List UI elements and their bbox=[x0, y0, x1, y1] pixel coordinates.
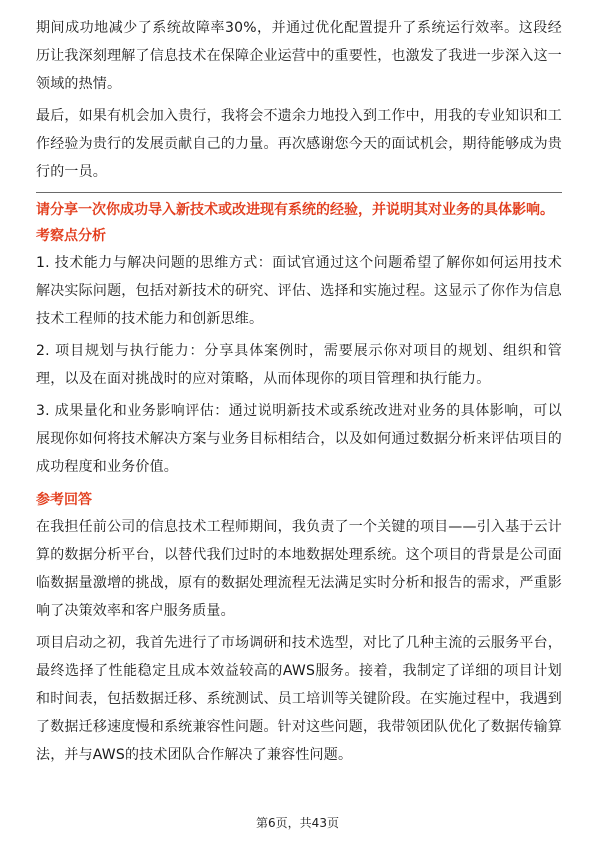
page-number: 第6页，共43页 bbox=[256, 816, 339, 830]
intro-paragraph: 最后，如果有机会加入贵行，我将会不遗余力地投入到工作中，用我的专业知识和工作经验为贵行的发展贡献自己的力量。再次感谢您今天的面试机会，期待能够成为贵行的一员。 bbox=[36, 108, 562, 180]
reference-paragraph: 在我担任前公司的信息技术工程师期间，我负责了一个关键的项目——引入基于云计算的数据分析平台，以替代我们过时的本地数据处理系统。这个项目的背景是公司面临数据量激增的挑战，原有的数据处理流程无法满足实时分析和报告的需求，严重影响了决策效率和客户服务质量。 bbox=[36, 519, 562, 619]
analysis-title: 考察点分析 bbox=[36, 228, 106, 244]
interview-question: 请分享一次你成功导入新技术或改进现有系统的经验，并说明其对业务的具体影响。 bbox=[36, 202, 554, 218]
reference-title: 参考回答 bbox=[36, 492, 92, 508]
analysis-point: 1. 技术能力与解决问题的思维方式：面试官通过这个问题希望了解你如何运用技术解决实际问题，包括对新技术的研究、评估、选择和实施过程。这显示了你作为信息技术工程师的技术能力和创新思维。 bbox=[36, 255, 562, 327]
intro-paragraph: 期间成功地减少了系统故障率30%，并通过优化配置提升了系统运行效率。这段经历让我深刻理解了信息技术在保障企业运营中的重要性，也激发了我进一步深入这一领域的热情。 bbox=[36, 20, 562, 92]
analysis-point: 2. 项目规划与执行能力：分享具体案例时，需要展示你对项目的规划、组织和管理，以及在面对挑战时的应对策略，从而体现你的项目管理和执行能力。 bbox=[36, 343, 562, 387]
section-divider bbox=[36, 192, 562, 193]
analysis-point: 3. 成果量化和业务影响评估：通过说明新技术或系统改进对业务的具体影响，可以展现你如何将技术解决方案与业务目标相结合，以及如何通过数据分析来评估项目的成功程度和业务价值。 bbox=[36, 403, 562, 475]
reference-paragraph: 项目启动之初，我首先进行了市场调研和技术选型，对比了几种主流的云服务平台，最终选择了性能稳定且成本效益较高的AWS服务。接着，我制定了详细的项目计划和时间表，包括数据迁移、系统测试、员工培训等关键阶段。在实施过程中，我遇到了数据迁移速度慢和系统兼容性问题。针对这些问题，我带领团队优化了数据传输算法，并与AWS的技术团队合作解决了兼容性问题。 bbox=[36, 635, 562, 763]
page-body bbox=[36, 14, 562, 773]
